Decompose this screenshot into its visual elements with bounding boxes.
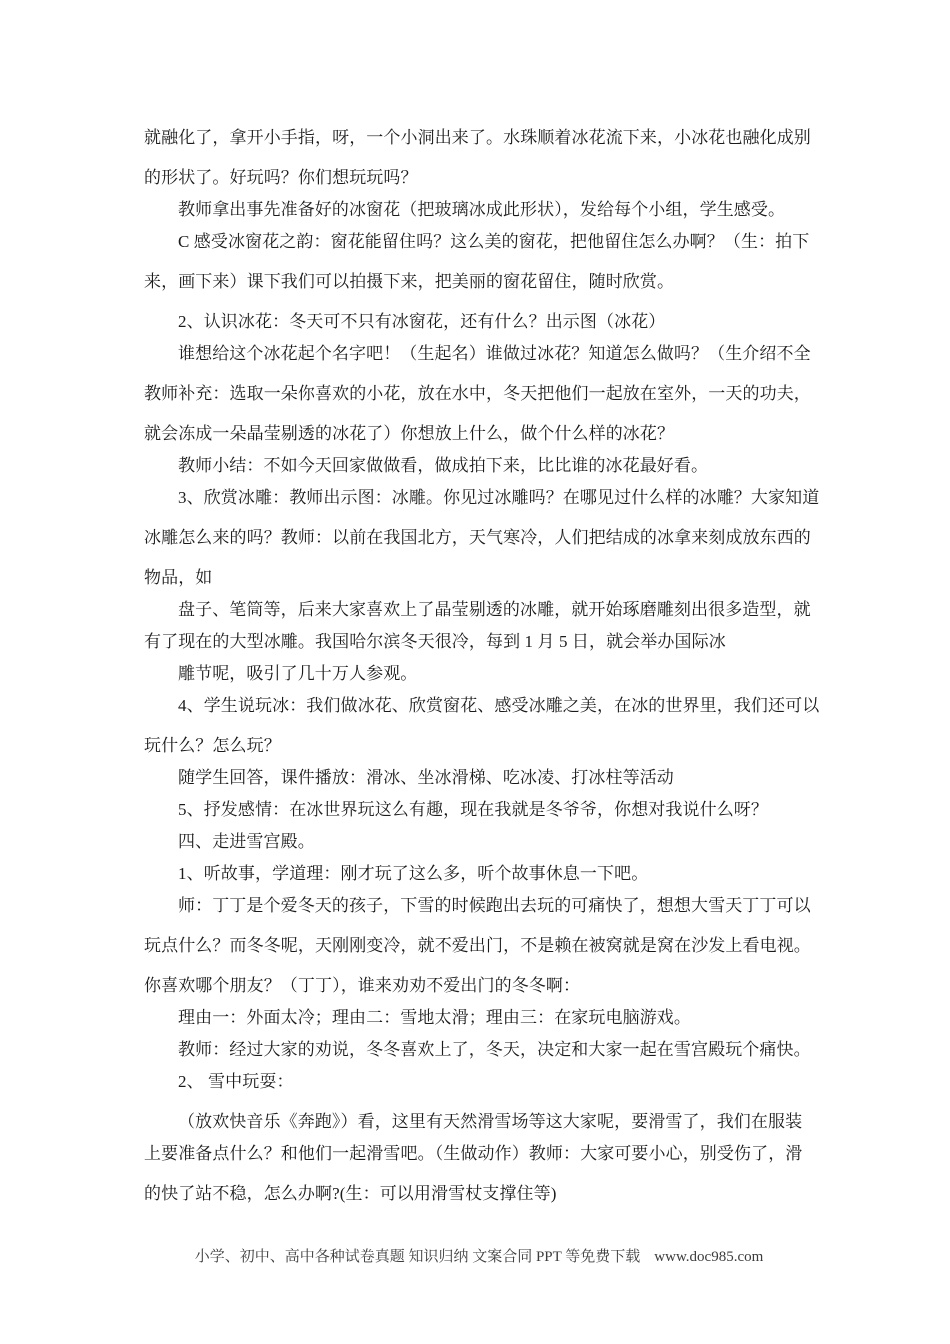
- text-line: 来，画下来）课下我们可以拍摄下来，把美丽的窗花留住，随时欣赏。: [144, 272, 675, 291]
- text-line: 3、欣赏冰雕：教师出示图：冰雕。你见过冰雕吗？在哪见过什么样的冰雕？大家知道: [178, 488, 820, 507]
- document-body: [144, 125, 820, 1207]
- text-line: 理由一：外面太冷；理由二：雪地太滑；理由三：在家玩电脑游戏。: [178, 1008, 691, 1027]
- text-line: 教师拿出事先准备好的冰窗花（把玻璃冰成此形状），发给每个小组，学生感受。: [178, 200, 786, 219]
- text-line: 随学生回答，课件播放：滑冰、坐冰滑梯、吃冰凌、打冰柱等活动: [178, 768, 674, 787]
- text-line: 有了现在的大型冰雕。我国哈尔滨冬天很冷，每到 1 月 5 日，就会举办国际冰: [144, 632, 726, 651]
- footer-download-text: 小学、初中、高中各种试卷真题 知识归纳 文案合同 PPT 等免费下载: [194, 1249, 641, 1265]
- text-line: 师：丁丁是个爱冬天的孩子，下雪的时候跑出去玩的可痛快了，想想大雪天丁丁可以: [178, 896, 811, 915]
- text-line: （放欢快音乐《奔跑》）看，这里有天然滑雪场等这大家呢，要滑雪了，我们在服装: [178, 1112, 803, 1131]
- text-line: 的快了站不稳，怎么办啊?(生：可以用滑雪杖支撑住等): [144, 1184, 557, 1203]
- text-line: 四、走进雪宫殿。: [178, 832, 315, 851]
- text-line: 就会冻成一朵晶莹剔透的冰花了）你想放上什么，做个什么样的冰花？: [144, 424, 675, 443]
- text-line: 盘子、笔筒等，后来大家喜欢上了晶莹剔透的冰雕，就开始琢磨雕刻出很多造型，就: [178, 600, 811, 619]
- text-line: 上要准备点什么？和他们一起滑雪吧。（生做动作）教师：大家可要小心，别受伤了，滑: [144, 1144, 803, 1163]
- text-line: C 感受冰窗花之韵：窗花能留住吗？这么美的窗花，把他留住怎么办啊？（生：拍下: [178, 232, 810, 251]
- text-line: 物品，如: [144, 568, 213, 587]
- text-line: 你喜欢哪个朋友？（丁丁），谁来劝劝不爱出门的冬冬啊：: [144, 976, 581, 995]
- text-line: 教师补充：选取一朵你喜欢的小花，放在水中，冬天把他们一起放在室外，一天的功夫，: [144, 384, 811, 403]
- text-line: 雕节呢，吸引了几十万人参观。: [178, 664, 418, 683]
- text-line: 冰雕怎么来的吗？教师：以前在我国北方，天气寒冷，人们把结成的冰拿来刻成放东西的: [144, 528, 811, 547]
- page-footer: [144, 1245, 814, 1266]
- text-line: 2、认识冰花：冬天可不只有冰窗花，还有什么？出示图（冰花）: [178, 312, 666, 331]
- text-line: 5、抒发感情：在冰世界玩这么有趣，现在我就是冬爷爷，你想对我说什么呀？: [178, 800, 768, 819]
- text-line: 2、 雪中玩耍：: [178, 1072, 294, 1091]
- text-line: 的形状了。好玩吗？你们想玩玩吗？: [144, 168, 418, 187]
- text-line: 4、学生说玩冰：我们做冰花、欣赏窗花、感受冰雕之美，在冰的世界里，我们还可以: [178, 696, 820, 715]
- footer-site-url: www.doc985.com: [654, 1249, 764, 1265]
- text-line: 玩什么？怎么玩？: [144, 736, 281, 755]
- text-line: 玩点什么？而冬冬呢，天刚刚变冷，就不爱出门，不是赖在被窝就是窝在沙发上看电视。: [144, 936, 811, 955]
- text-line: 1、听故事，学道理：刚才玩了这么多，听个故事休息一下吧。: [178, 864, 649, 883]
- text-line: 教师小结：不如今天回家做做看，做成拍下来，比比谁的冰花最好看。: [178, 456, 709, 475]
- text-line: 教师：经过大家的劝说，冬冬喜欢上了，冬天，决定和大家一起在雪宫殿玩个痛快。: [178, 1040, 811, 1059]
- text-line: 就融化了，拿开小手指，呀，一个小洞出来了。水珠顺着冰花流下来，小冰花也融化成别: [144, 128, 811, 147]
- text-line: 谁想给这个冰花起个名字吧！（生起名）谁做过冰花？知道怎么做吗？（生介绍不全: [178, 344, 811, 363]
